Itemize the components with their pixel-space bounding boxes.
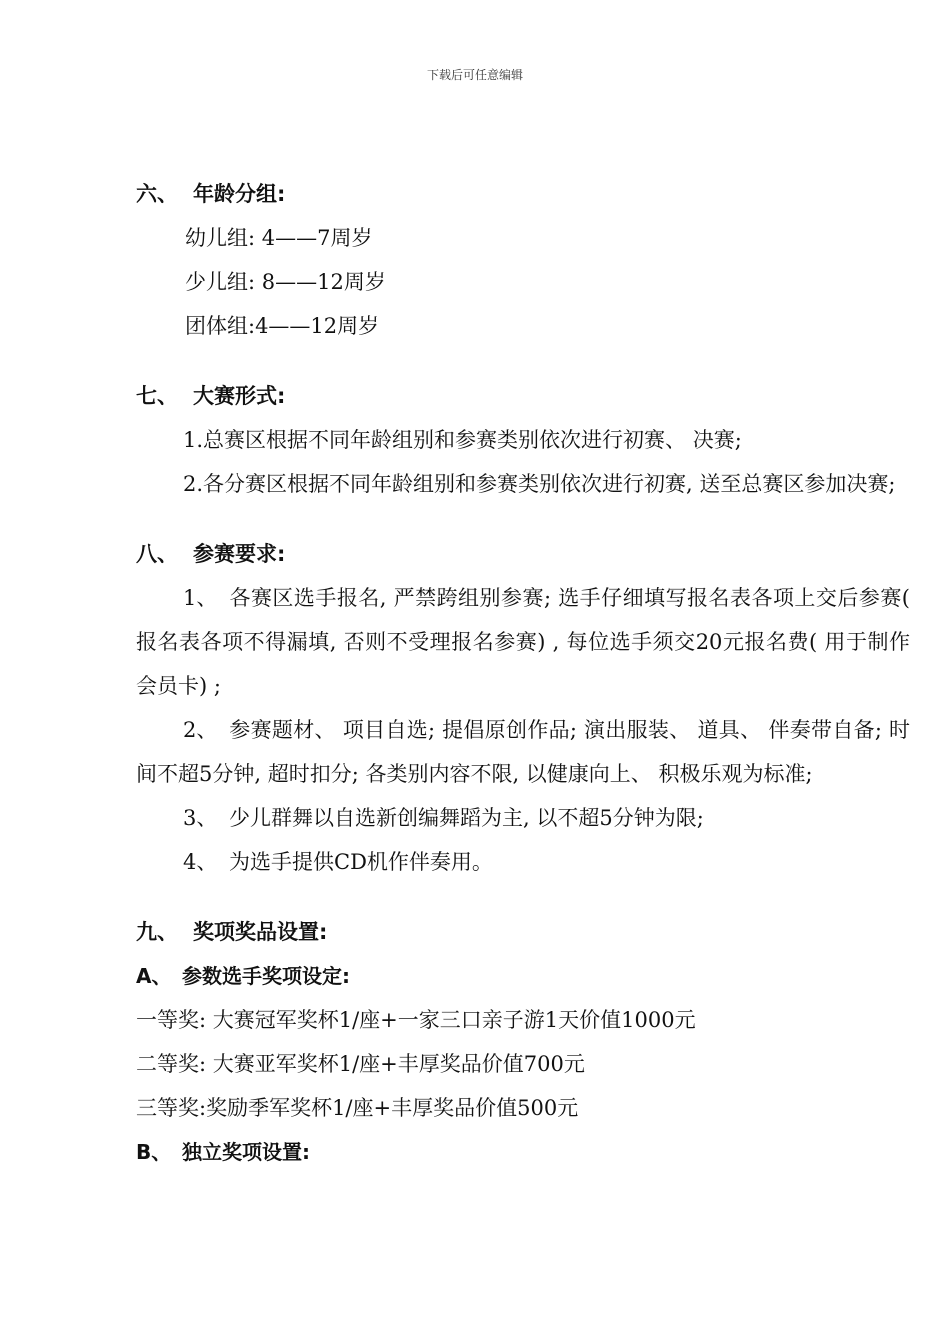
section-number: 九、 [136,920,178,944]
subsection-heading-independent-awards [136,1130,910,1174]
page-header: 下载后可任意编辑 [426,68,523,82]
requirement-item [136,796,910,840]
prize-line: 二等奖: 大赛亚军奖杯1/座+丰厚奖品价值700元 [136,1052,585,1076]
section-number: 六、 [136,182,178,206]
section-title: 大赛形式: [193,384,286,408]
subsection-heading-contestant-awards [136,954,910,998]
section-heading-requirements [136,532,910,576]
section-number: 八、 [136,542,178,566]
item-text: 为选手提供CD机作伴奏用。 [229,850,493,874]
item-marker: 4、 [183,850,218,874]
format-paragraph: 1.总赛区根据不同年龄组别和参赛类别依次进行初赛、 决赛; [183,428,742,452]
prize-line: 一等奖: 大赛冠军奖杯1/座+一家三口亲子游1天价值1000元 [136,1008,696,1032]
item-text: 少儿群舞以自选新创编舞蹈为主, 以不超5分钟为限; [229,806,704,830]
document-body [136,172,910,1174]
requirement-item [136,576,910,708]
age-group-item: 少儿组: 8——12周岁 [185,270,386,294]
item-marker: 3、 [183,806,218,830]
section-number: 七、 [136,384,178,408]
format-paragraph: 2.各分赛区根据不同年龄组别和参赛类别依次进行初赛, 送至总赛区参加决赛; [183,472,896,496]
section-title: 年龄分组: [193,182,286,206]
section-title: 奖项奖品设置: [193,920,328,944]
section-heading-awards [136,910,910,954]
age-group-item: 幼儿组: 4——7周岁 [185,226,373,250]
subsection-number: A、 [136,964,172,988]
item-marker: 2、 [183,718,218,742]
age-group-item: 团体组:4——12周岁 [185,314,380,338]
item-text: 各赛区选手报名, 严禁跨组别参赛; 选手仔细填写报名表各项上交后参赛( 报名表各项不得漏填, 否则不受理报名参赛) , 每位选手须交20元报名费( 用于制作会员卡) ; [136,586,910,698]
subsection-number: B、 [136,1140,172,1164]
item-marker: 1、 [183,586,218,610]
requirement-item [136,840,910,884]
subsection-title: 独立奖项设置: [182,1140,310,1164]
section-heading-format [136,374,910,418]
item-text: 参赛题材、 项目自选; 提倡原创作品; 演出服装、 道具、 伴奏带自备; 时间不超5分钟, 超时扣分; 各类别内容不限, 以健康向上、 积极乐观为标准; [136,718,910,786]
section-title: 参赛要求: [193,542,286,566]
prize-line: 三等奖:奖励季军奖杯1/座+丰厚奖品价值500元 [136,1096,579,1120]
subsection-title: 参数选手奖项设定: [182,964,350,988]
section-heading-age-groups [136,172,910,216]
requirement-item [136,708,910,796]
